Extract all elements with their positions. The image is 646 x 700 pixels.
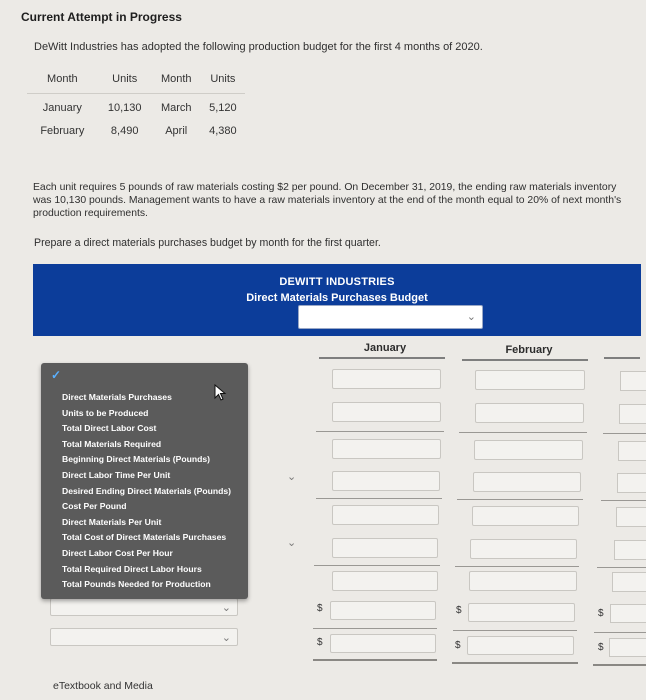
column-header-january: January bbox=[363, 342, 407, 354]
double-underline bbox=[452, 662, 578, 664]
chevron-down-icon[interactable]: ⌄ bbox=[287, 537, 297, 549]
divider-line bbox=[459, 432, 587, 433]
divider-line bbox=[314, 565, 440, 566]
divider-line bbox=[453, 630, 577, 631]
menu-item[interactable]: Total Direct Labor Cost bbox=[62, 423, 157, 434]
column-header-february: February bbox=[505, 344, 553, 356]
march-input-1[interactable] bbox=[620, 371, 646, 391]
menu-item[interactable]: Direct Materials Purchases bbox=[62, 392, 172, 402]
col-header: Units bbox=[98, 66, 152, 93]
table-cell: January bbox=[42, 101, 82, 114]
double-underline bbox=[593, 664, 646, 666]
january-input-5[interactable] bbox=[332, 505, 439, 525]
february-input-3[interactable] bbox=[474, 440, 583, 460]
january-input-4[interactable] bbox=[332, 471, 440, 491]
table-row bbox=[27, 93, 245, 118]
table-cell: 10,130 bbox=[107, 101, 142, 114]
menu-item[interactable]: Total Required Direct Labor Hours bbox=[62, 563, 202, 574]
divider-line bbox=[594, 632, 646, 633]
column-underline bbox=[319, 357, 445, 359]
menu-item[interactable]: Total Cost of Direct Materials Purchases bbox=[62, 532, 227, 543]
mouse-cursor-icon bbox=[214, 384, 228, 402]
currency-symbol: $ bbox=[456, 605, 462, 616]
february-input-9[interactable] bbox=[467, 636, 574, 655]
double-underline bbox=[313, 659, 437, 661]
menu-item[interactable]: Direct Labor Cost Per Hour bbox=[62, 547, 173, 558]
table-row bbox=[27, 118, 245, 143]
march-input-7[interactable] bbox=[612, 572, 646, 592]
january-input-1[interactable] bbox=[332, 369, 441, 389]
chevron-down-icon[interactable]: ⌄ bbox=[287, 471, 297, 483]
currency-symbol: $ bbox=[317, 637, 323, 648]
february-input-1[interactable] bbox=[475, 370, 585, 390]
divider-line bbox=[455, 566, 579, 567]
divider-line bbox=[457, 499, 583, 500]
intro-text: DeWitt Industries has adopted the following production budget for the first 4 months of 2020. bbox=[34, 41, 483, 53]
january-input-7[interactable] bbox=[332, 571, 438, 591]
chevron-down-icon: ⌄ bbox=[221, 602, 231, 614]
february-input-4[interactable] bbox=[473, 472, 581, 492]
march-input-6[interactable] bbox=[614, 540, 646, 560]
col-header: Month bbox=[27, 66, 98, 93]
chevron-down-icon: ⌄ bbox=[466, 311, 476, 323]
march-input-8[interactable] bbox=[610, 604, 646, 623]
table-cell: 5,120 bbox=[209, 101, 237, 114]
divider-line bbox=[603, 433, 646, 434]
menu-item[interactable]: Total Pounds Needed for Production bbox=[62, 579, 211, 590]
january-input-2[interactable] bbox=[332, 402, 441, 422]
march-input-4[interactable] bbox=[617, 473, 646, 493]
table-header-row bbox=[27, 66, 245, 93]
column-underline bbox=[462, 359, 588, 361]
company-name: DEWITT INDUSTRIES bbox=[279, 276, 395, 288]
menu-item[interactable]: Cost Per Pound bbox=[62, 501, 127, 512]
january-input-3[interactable] bbox=[332, 439, 441, 459]
february-input-2[interactable] bbox=[475, 403, 584, 423]
january-input-9[interactable] bbox=[330, 634, 436, 653]
table-cell: April bbox=[165, 124, 188, 137]
divider-line bbox=[597, 567, 646, 568]
col-header: Month bbox=[152, 66, 201, 93]
menu-item[interactable]: Total Materials Required bbox=[62, 438, 162, 449]
attempt-title: Current Attempt in Progress bbox=[21, 10, 182, 24]
february-input-5[interactable] bbox=[472, 506, 579, 526]
production-budget-table bbox=[27, 66, 245, 143]
currency-symbol: $ bbox=[598, 642, 604, 653]
etextbook-link[interactable]: eTextbook and Media bbox=[53, 680, 153, 692]
currency-symbol: $ bbox=[317, 603, 323, 614]
column-underline bbox=[604, 357, 640, 359]
divider-line bbox=[316, 431, 444, 432]
march-input-5[interactable] bbox=[616, 507, 646, 527]
march-input-2[interactable] bbox=[619, 404, 646, 424]
divider-line bbox=[316, 498, 442, 499]
menu-item[interactable]: Direct Materials Per Unit bbox=[62, 516, 162, 527]
menu-item[interactable]: Units to be Produced bbox=[62, 407, 149, 418]
table-cell: March bbox=[160, 101, 192, 114]
budget-title: Direct Materials Purchases Budget bbox=[246, 292, 428, 304]
march-input-9[interactable] bbox=[609, 638, 646, 657]
menu-item[interactable]: Beginning Direct Materials (Pounds) bbox=[62, 454, 211, 465]
row-label-select[interactable] bbox=[50, 628, 238, 646]
period-select[interactable] bbox=[298, 305, 483, 329]
february-input-6[interactable] bbox=[470, 539, 577, 559]
menu-item[interactable]: Desired Ending Direct Materials (Pounds) bbox=[62, 485, 232, 496]
menu-item[interactable]: Direct Labor Time Per Unit bbox=[62, 469, 171, 480]
january-input-8[interactable] bbox=[330, 601, 436, 620]
table-cell: 8,490 bbox=[110, 124, 139, 137]
col-header: Units bbox=[201, 66, 245, 93]
january-input-6[interactable] bbox=[332, 538, 438, 558]
check-icon: ✓ bbox=[51, 368, 62, 382]
table-cell: February bbox=[40, 124, 85, 137]
march-input-3[interactable] bbox=[618, 441, 646, 461]
row-label-select[interactable] bbox=[50, 598, 238, 616]
budget-header bbox=[33, 264, 641, 336]
february-input-8[interactable] bbox=[468, 603, 575, 622]
divider-line bbox=[601, 500, 646, 501]
currency-symbol: $ bbox=[455, 640, 461, 651]
divider-line bbox=[313, 628, 437, 629]
table-cell: 4,380 bbox=[209, 124, 237, 137]
chevron-down-icon: ⌄ bbox=[221, 632, 231, 644]
currency-symbol: $ bbox=[598, 608, 604, 619]
february-input-7[interactable] bbox=[469, 571, 577, 591]
problem-description: Each unit requires 5 pounds of raw materials costing $2 per pound. On December 31, 2019, the ending raw materials inventory was 10,130 pounds. Management wants to have a raw materials inventory at the end of the month equal to 20% of next month's production requirements. bbox=[33, 182, 622, 219]
task-prompt: Prepare a direct materials purchases budget by month for the first quarter. bbox=[34, 237, 381, 249]
